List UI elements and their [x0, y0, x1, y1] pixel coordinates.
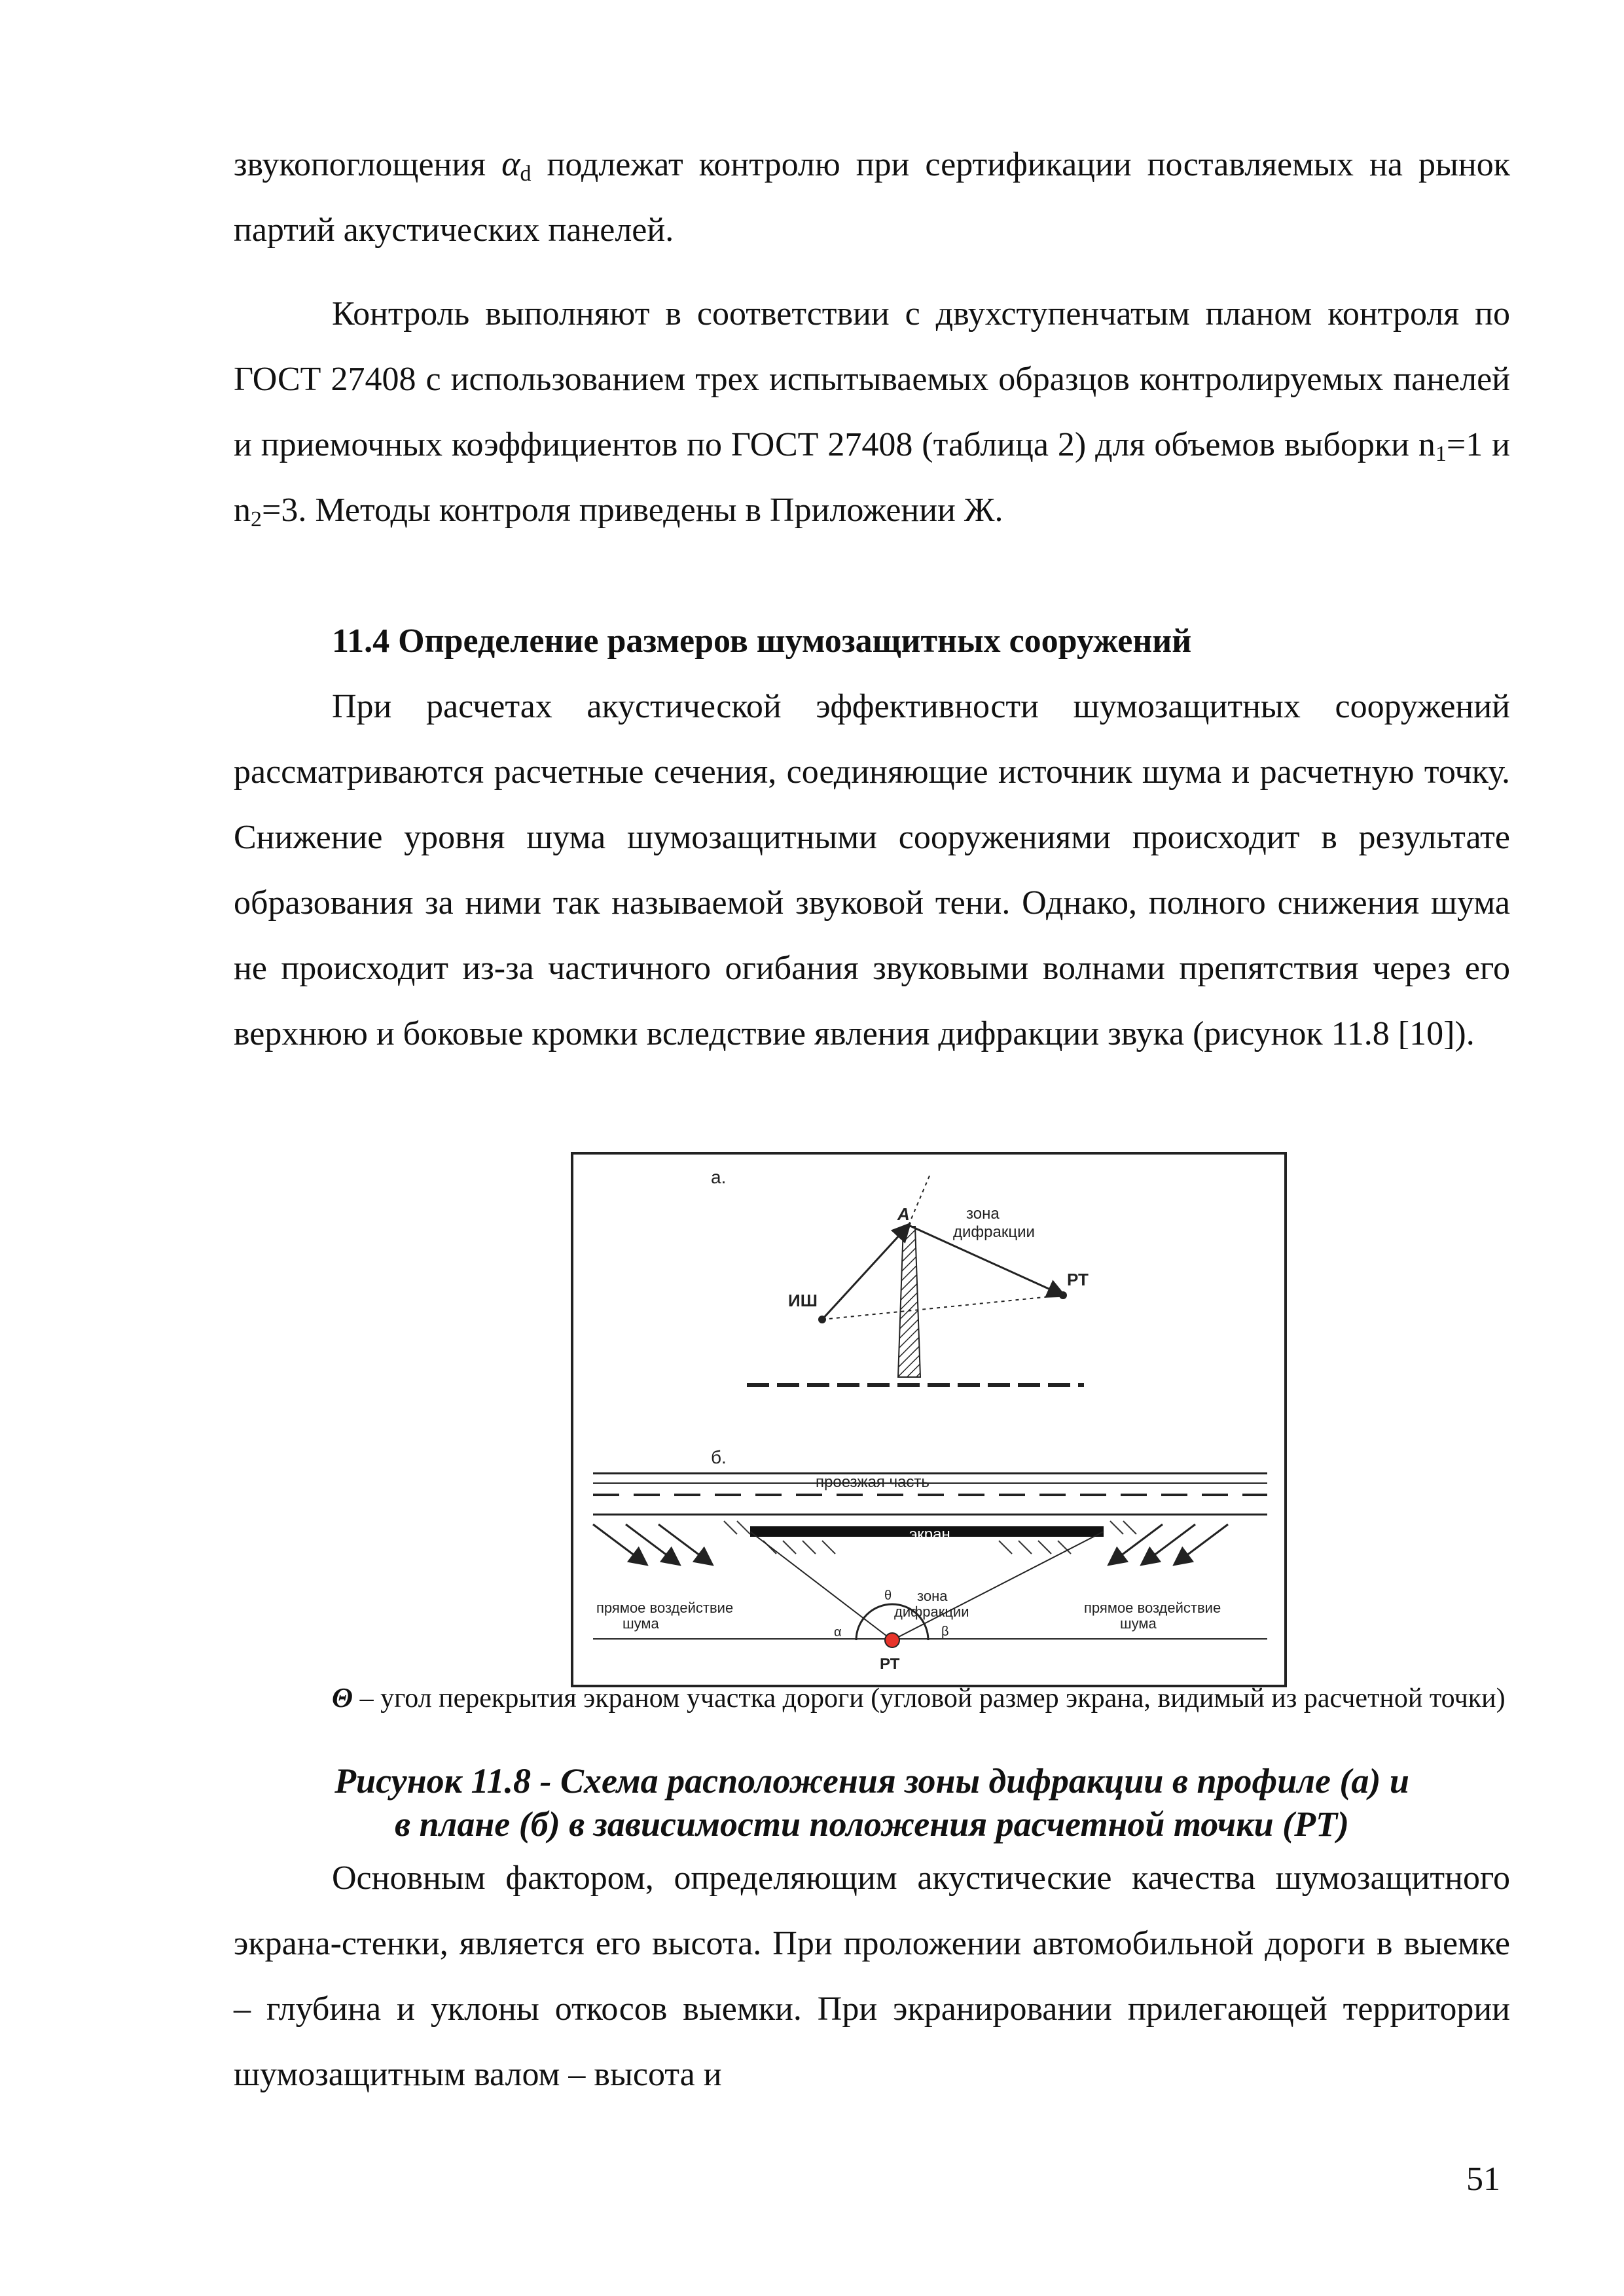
receiver-point-a [1059, 1291, 1067, 1299]
ray-source-to-edge [822, 1225, 909, 1319]
receiver-b-label: РТ [880, 1655, 900, 1673]
paragraph-1-start: звукопоглощения [234, 146, 502, 183]
subscript-1: 1 [1435, 442, 1447, 466]
zone-a-line1: зона [966, 1205, 1000, 1223]
alpha-subscript: d [520, 162, 532, 186]
noise-arrows-right [1110, 1524, 1228, 1564]
diagram-svg [573, 1155, 1284, 1685]
receiver-point-b [885, 1633, 899, 1647]
screen-wall-profile [898, 1227, 920, 1377]
zone-a-line2: дифракции [953, 1223, 1035, 1241]
source-point [818, 1316, 826, 1323]
screen-label: экран [909, 1526, 950, 1543]
paragraph-2-part-1: Контроль выполняют в соответствии с двухступенчатым планом контроля по ГОСТ 27408 с использованием трех испытываемых образцов контролируемых панелей и приемочных коэффициентов по ГОСТ 27408 (таблица 2) для объемов выборки n [234, 295, 1510, 463]
point-a-label: А [897, 1204, 910, 1224]
figure-caption [234, 1759, 1510, 1846]
direct-right-line2: шума [1120, 1615, 1157, 1632]
zone-b-line1: зона [917, 1588, 948, 1604]
sight-line-left [750, 1532, 892, 1640]
angle-theta-label: θ [884, 1588, 892, 1603]
paragraph-1 [234, 131, 1510, 263]
caption-line-2: в плане (б) в зависимости положения расчетной точки (РТ) [394, 1804, 1350, 1844]
paragraph-2 [234, 281, 1510, 543]
note-text: – угол перекрытия экраном участка дороги (угловой размер экрана, видимый из расчетной точки) [353, 1683, 1506, 1713]
paragraph-3: При расчетах акустической эффективности шумозащитных сооружений рассматриваются расчетные сечения, соединяющие источник шума и расчетную точку. Снижение уровня шума шумозащитными сооружениями происходит в результате образования за ними так называемой звуковой тени. Однако, полного снижения шума не происходит из-за частичного огибания звуковыми волнами препятствия через его верхнюю и боковые кромки вследствие явления дифракции звука (рисунок 11.8 [10]). [234, 688, 1510, 1052]
direct-left-line2: шума [623, 1615, 659, 1632]
label-b: б. [711, 1447, 727, 1467]
subscript-2: 2 [251, 507, 262, 531]
ray-extension [909, 1174, 930, 1225]
roadway-label: проезжая часть [816, 1473, 929, 1491]
paragraph-4: Основным фактором, определяющим акустические качества шумозащитного экрана-стенки, является его высота. При проложении автомобильной дороги в выемке – глубина и уклоны откосов выемки. При экранировании прилегающей территории шумозащитным валом – высота и [234, 1859, 1510, 2093]
zone-b-line2: дифракции [894, 1604, 969, 1620]
theta-symbol: Θ [332, 1683, 353, 1713]
figure-11-8 [571, 1152, 1287, 1687]
direct-right-line1: прямое воздействие [1084, 1600, 1221, 1616]
direct-ray-blocked [822, 1295, 1063, 1319]
noise-arrows-left [593, 1524, 711, 1564]
alpha-symbol: α [501, 144, 520, 183]
angle-alpha-label: α [834, 1625, 842, 1640]
paragraph-1-end: подлежат контролю при сертификации поставляемых на рынок партий акустических панелей. [234, 146, 1510, 249]
direct-left-line1: прямое воздействие [596, 1600, 734, 1616]
caption-line-1: Рисунок 11.8 - Схема расположения зоны дифракции в профиле (а) и [334, 1761, 1409, 1801]
angle-beta-label: β [941, 1624, 949, 1639]
receiver-a-label: РТ [1067, 1270, 1089, 1289]
paragraph-2-part-3: =3. Методы контроля приведены в Приложении Ж. [262, 492, 1003, 529]
page-number: 51 [1466, 2161, 1500, 2198]
label-a: а. [711, 1167, 727, 1187]
source-label: ИШ [788, 1291, 818, 1310]
section-heading: 11.4 Определение размеров шумозащитных сооружений [332, 622, 1192, 660]
figure-note [234, 1681, 1510, 1716]
paragraph-2-part-2: =1 и n [234, 426, 1511, 529]
